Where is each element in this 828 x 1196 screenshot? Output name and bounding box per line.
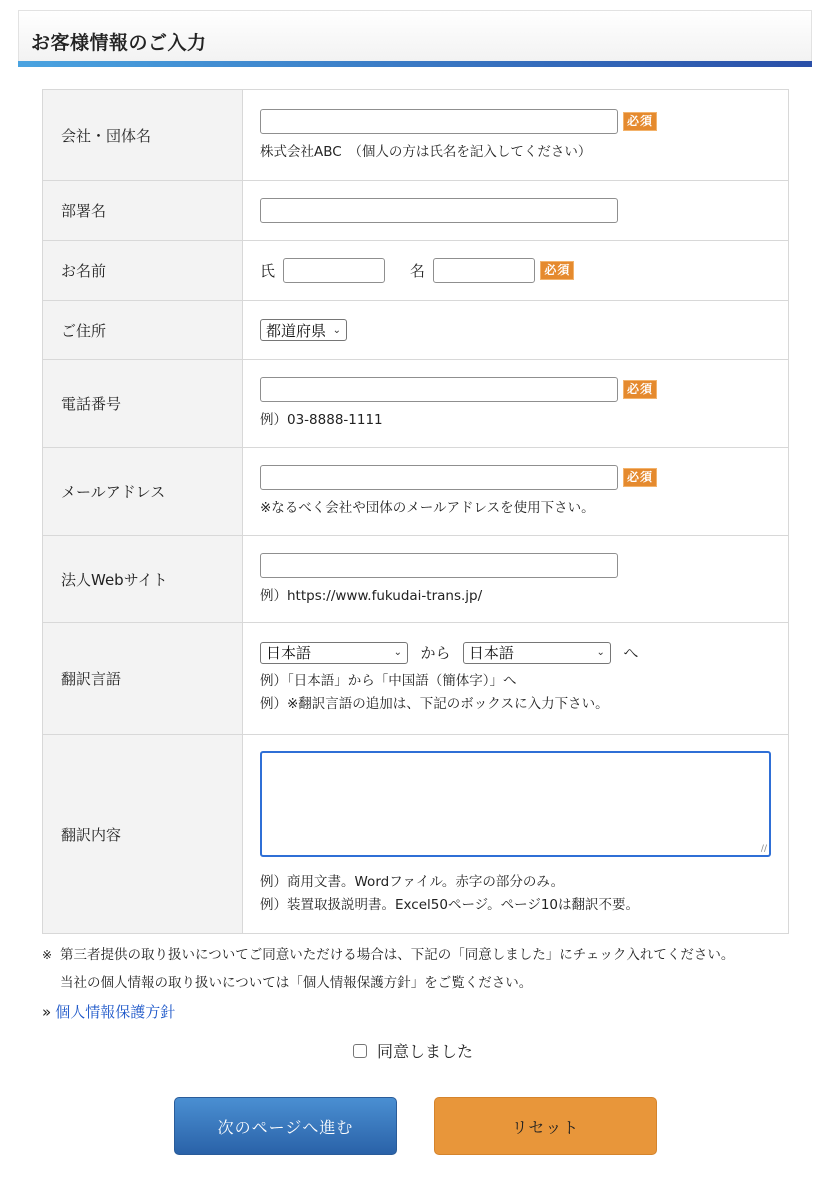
phone-input[interactable]	[260, 377, 618, 402]
chevron-down-icon: ⌄	[596, 647, 605, 658]
next-page-button[interactable]: 次のページへ進む	[174, 1097, 397, 1155]
content-textarea[interactable]	[260, 751, 771, 857]
name-cell	[243, 241, 789, 301]
phone-label: 電話番号	[43, 360, 243, 448]
header-underline	[18, 61, 812, 67]
department-label: 部署名	[43, 181, 243, 241]
resize-grip-icon[interactable]: ∕∕	[760, 844, 767, 854]
website-label: 法人Webサイト	[43, 536, 243, 623]
row-website	[43, 536, 789, 623]
customer-form-table	[42, 89, 789, 934]
required-badge: 必須	[623, 380, 657, 399]
content-note-2: 例）装置取扱説明書。Excel50ページ。ページ10は翻訳不要。	[260, 897, 639, 913]
notice-line-1: 第三者提供の取り扱いについてご同意いただける場合は、下記の「同意しました」にチェック入れてください。	[60, 947, 735, 963]
last-name-input[interactable]	[283, 258, 385, 283]
page-header	[18, 10, 812, 66]
row-department	[43, 181, 789, 241]
language-note-2: 例）※翻訳言語の追加は、下記のボックスに入力下さい。	[260, 695, 609, 712]
required-badge: 必須	[540, 261, 574, 280]
row-email	[43, 448, 789, 536]
department-cell	[243, 181, 789, 241]
company-label: 会社・団体名	[43, 90, 243, 181]
first-name-input[interactable]	[433, 258, 535, 283]
reset-button[interactable]: リセット	[434, 1097, 657, 1155]
row-content	[43, 735, 789, 934]
required-badge: 必須	[623, 112, 657, 131]
agree-row[interactable]	[353, 1039, 473, 1062]
phone-cell	[243, 360, 789, 448]
address-cell	[243, 301, 789, 360]
prefecture-select[interactable]	[260, 319, 347, 341]
row-name	[43, 241, 789, 301]
notice-mark: ※	[42, 948, 53, 962]
website-input[interactable]	[260, 553, 618, 578]
email-cell	[243, 448, 789, 536]
page-title: お客様情報のご入力	[31, 32, 207, 54]
content-label: 翻訳内容	[43, 735, 243, 934]
double-chevron-right-icon: »	[42, 1003, 52, 1021]
department-input[interactable]	[260, 198, 618, 223]
address-label: ご住所	[43, 301, 243, 360]
company-input[interactable]	[260, 109, 618, 134]
row-company	[43, 90, 789, 181]
privacy-policy-link[interactable]: 個人情報保護方針	[55, 1003, 176, 1021]
language-label: 翻訳言語	[43, 623, 243, 735]
target-language-select[interactable]	[463, 642, 611, 664]
email-input[interactable]	[260, 465, 618, 490]
content-note-1: 例）商用文書。Wordファイル。赤字の部分のみ。	[260, 874, 565, 890]
agree-checkbox[interactable]	[353, 1044, 367, 1058]
from-word: から	[420, 644, 451, 662]
website-cell	[243, 536, 789, 623]
first-name-label: 名	[409, 262, 425, 280]
to-word: へ	[623, 644, 639, 662]
consent-notice	[42, 941, 802, 997]
company-note: 株式会社ABC （個人の方は氏名を記入してください）	[260, 143, 592, 160]
company-cell	[243, 90, 789, 181]
phone-note: 例）03-8888-1111	[260, 412, 383, 428]
agree-label[interactable]: 同意しました	[377, 1042, 474, 1061]
last-name-label: 氏	[260, 262, 276, 280]
language-note-1: 例）「日本語」から「中国語（簡体字）」へ	[260, 672, 517, 689]
row-phone	[43, 360, 789, 448]
notice-line-2: 当社の個人情報の取り扱いについては「個人情報保護方針」をご覧ください。	[60, 975, 533, 991]
source-language-selected: 日本語	[266, 644, 312, 662]
name-label: お名前	[43, 241, 243, 301]
email-note: ※なるべく会社や団体のメールアドレスを使用下さい。	[260, 500, 595, 516]
website-note: 例）https://www.fukudai-trans.jp/	[260, 587, 483, 604]
required-badge: 必須	[623, 468, 657, 487]
source-language-select[interactable]	[260, 642, 408, 664]
row-address	[43, 301, 789, 360]
chevron-down-icon: ⌄	[332, 324, 341, 336]
target-language-selected: 日本語	[468, 644, 514, 662]
content-cell	[243, 735, 789, 934]
email-label: メールアドレス	[43, 448, 243, 536]
row-language	[43, 623, 789, 735]
privacy-policy-row	[42, 1001, 175, 1022]
language-cell	[243, 623, 789, 735]
chevron-down-icon: ⌄	[393, 647, 402, 658]
prefecture-selected: 都道府県	[266, 321, 327, 340]
